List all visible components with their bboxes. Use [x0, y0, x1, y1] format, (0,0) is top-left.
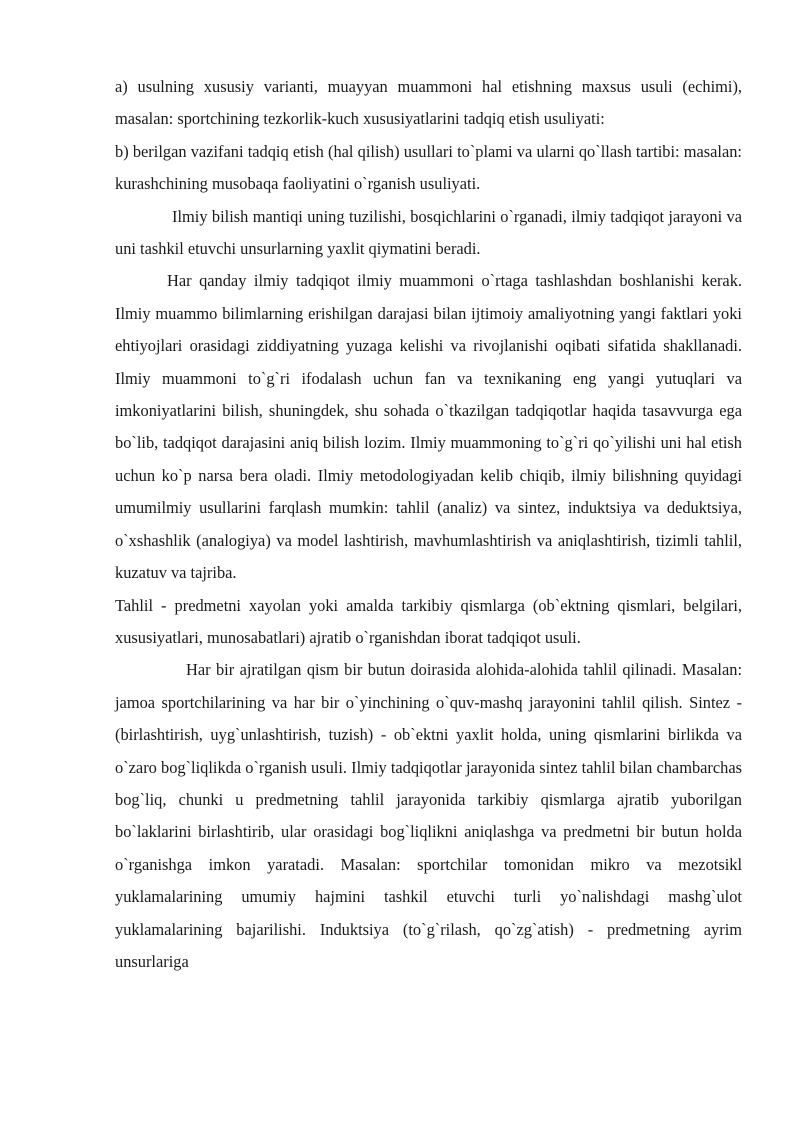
paragraph-variant-b: b) berilgan vazifani tadqiq etish (hal qilish) usullari to`plami va ularni qo`llash tartibi: masalan: kurashchining musobaqa faoliyatini o`rganish usuliyati.: [115, 141, 742, 194]
paragraph-scientific-logic: Ilmiy bilish mantiqi uning tuzilishi, bosqichlarini o`rganadi, ilmiy tadqiqot jarayoni va uni tashkil etuvchi unsurlarning yaxlit qiymatini beradi.: [115, 206, 742, 259]
paragraph-variant-a: a) usulning xususiy varianti, muayyan muammoni hal etishning maxsus usuli (echimi), masalan: sportchining tezkorlik-kuch xususiyatlarini tadqiq etish usuliyati:: [115, 77, 742, 129]
document-page: [115, 71, 742, 978]
paragraph-scientific-problem: Har qanday ilmiy tadqiqot ilmiy muammoni o`rtaga tashlashdan boshlanishi kerak. Ilmiy muammo bilimlarning erishilgan darajasi bilan ijtimoiy amaliyotning yangi faktlari yoki ehtiyojlari orasidagi ziddiyatning yuzaga kelishi va rivojlanishi oqibati sifatida shakllanadi. Ilmiy muammoni to`g`ri ifodalash uchun fan va texnikaning eng yangi yutuqlari va imkoniyatlarini bilish, shuningdek, shu sohada o`tkazilgan tadqiqotlar haqida tasavvurga ega bo`lib, tadqiqot darajasini aniq bilish lozim. Ilmiy muammoning to`g`ri qo`yilishi uni hal etish uchun ko`p narsa bera oladi. Ilmiy metodologiyadan kelib chiqib, ilmiy bilishning quyidagi umumilmiy usullarini farqlash mumkin: tahlil (analiz) va sintez, induktsiya va deduktsiya, o`xshashlik (analogiya) va model lashtirish, mavhumlashtirish va aniqlashtirish, tizimli tahlil, kuzatuv va tajriba.: [115, 271, 742, 583]
paragraph-synthesis: Har bir ajratilgan qism bir butun doirasida alohida-alohida tahlil qilinadi. Masalan: jamoa sportchilarining va har bir o`yinchining o`quv-mashq jarayonini tahlil qilish. Sintez - (birlashtirish, uyg`unlashtirish, tuzish) - ob`ektni yaxlit holda, uning qismlarini birlikda va o`zaro bog`liqlikda o`rganish usuli. Ilmiy tadqiqotlar jarayonida sintez tahlil bilan chambarchas bog`liq, chunki u predmetning tahlil jarayonida tarkibiy qismlarga ajratib yuborilgan bo`laklarini birlashtirib, ular orasidagi bog`liqlikni aniqlashga va predmetni bir butun holda o`rganishga imkon yaratadi. Masalan: sportchilar tomonidan mikro va mezotsikl yuklamalarining umumiy hajmini tashkil etuvchi turli yo`nalishdagi mashg`ulot yuklamalarining bajarilishi. Induktsiya (to`g`rilash, qo`zg`atish) - predmetning ayrim unsurlariga: [115, 660, 742, 971]
paragraph-analysis: Tahlil - predmetni xayolan yoki amalda tarkibiy qismlarga (ob`ektning qismlari, belgilari, xususiyatlari, munosabatlari) ajratib o`rganishdan iborat tadqiqot usuli.: [115, 595, 742, 647]
